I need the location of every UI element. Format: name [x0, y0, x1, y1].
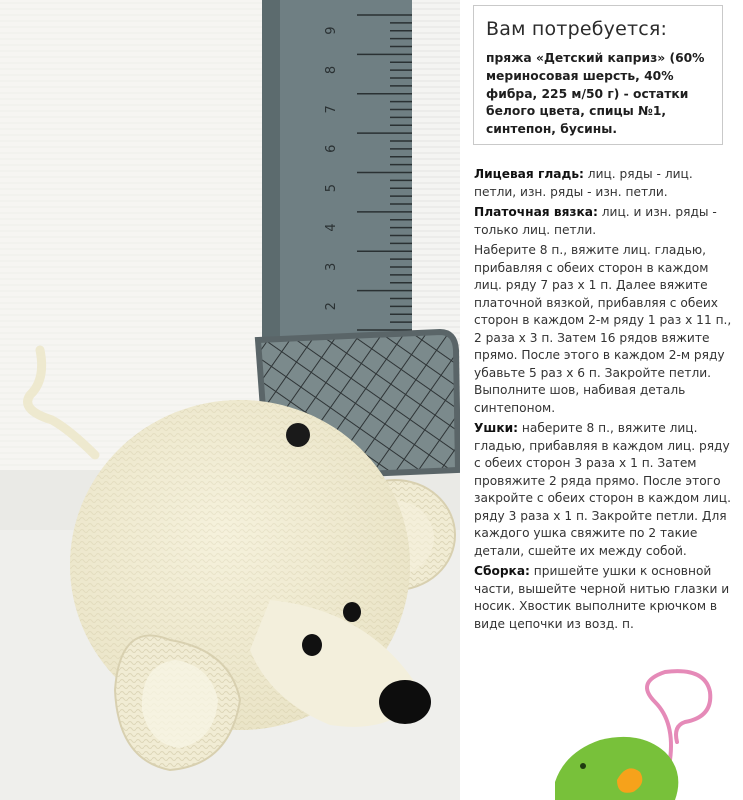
ears-text: наберите 8 п., вяжите лиц. гладью, прибавляя в каждом лиц. ряду с обеих сторон 3 раза х 1 п. Затем провяжите 2 ряда прямо. После этого закройте с обеих сторон в каждом лиц. ряду 3 раза х 1 п. Закройте петли. Для каждого ушка свяжите по 2 такие детали, сшейте их между собой.	[474, 421, 731, 558]
ruler-number: 8	[324, 65, 339, 75]
ears-term: Ушки:	[474, 421, 519, 435]
garter-text: лиц. и изн. ряды - только лиц. петли.	[474, 205, 717, 237]
bead	[286, 423, 310, 447]
materials-list: пряжа «Детский каприз» (60% мериносовая шерсть, 40% фибра, 225 м/50 г) - остатки белого цвета, спицы №1, синтепон, бусины.	[486, 51, 705, 137]
mouse-eye-right	[302, 634, 322, 656]
bird-eye	[580, 763, 586, 769]
mouse-eye-left	[343, 602, 361, 622]
assembly-text: пришейте ушки к основной части, вышейте черной нитью глазки и носик. Хвостик выполните крючком в виде цепочки из возд. п.	[474, 564, 730, 631]
ruler-number: 5	[324, 183, 339, 193]
ruler-number: 4	[324, 223, 339, 232]
stockinette-term: Лицевая гладь:	[474, 167, 584, 181]
body-paragraph: Наберите 8 п., вяжите лиц. гладью, прибавляя с обеих сторон в каждом лиц. ряду 7 раз х 1 п. Далее вяжите платочной вязкой, прибавляя с обеих сторон в каждом 2-м ряду 1 раз х 11 п., 2 раза х 3 п. Затем 16 рядов вяжите прямо. После этого в каждом 2-м ряду убавьте 5 раз х 6 п. Закройте петли. Выполните шов, набивая деталь синтепоном.	[474, 243, 732, 415]
green-bird-body	[555, 737, 678, 800]
garter-term: Платочная вязка:	[474, 205, 598, 219]
assembly-paragraph	[474, 563, 738, 633]
ruler-number: 6	[324, 144, 339, 153]
ears-paragraph	[474, 420, 738, 560]
ruler-number: 9	[324, 26, 339, 35]
bird-doodle	[555, 662, 743, 800]
ruler-number: 7	[324, 105, 339, 114]
stockinette-paragraph	[474, 166, 738, 201]
materials-title: Вам потребуется:	[486, 18, 668, 40]
mouse-nose	[379, 680, 431, 724]
stockinette-text: лиц. ряды - лиц. петли, изн. ряды - изн. петли.	[474, 167, 693, 199]
ruler-number: 3	[324, 262, 339, 271]
instructions	[474, 166, 738, 636]
assembly-term: Сборка:	[474, 564, 530, 578]
materials-box	[473, 5, 723, 145]
garter-paragraph	[474, 204, 738, 239]
ruler-number: 2	[324, 302, 339, 311]
measuring-ruler	[262, 0, 412, 345]
